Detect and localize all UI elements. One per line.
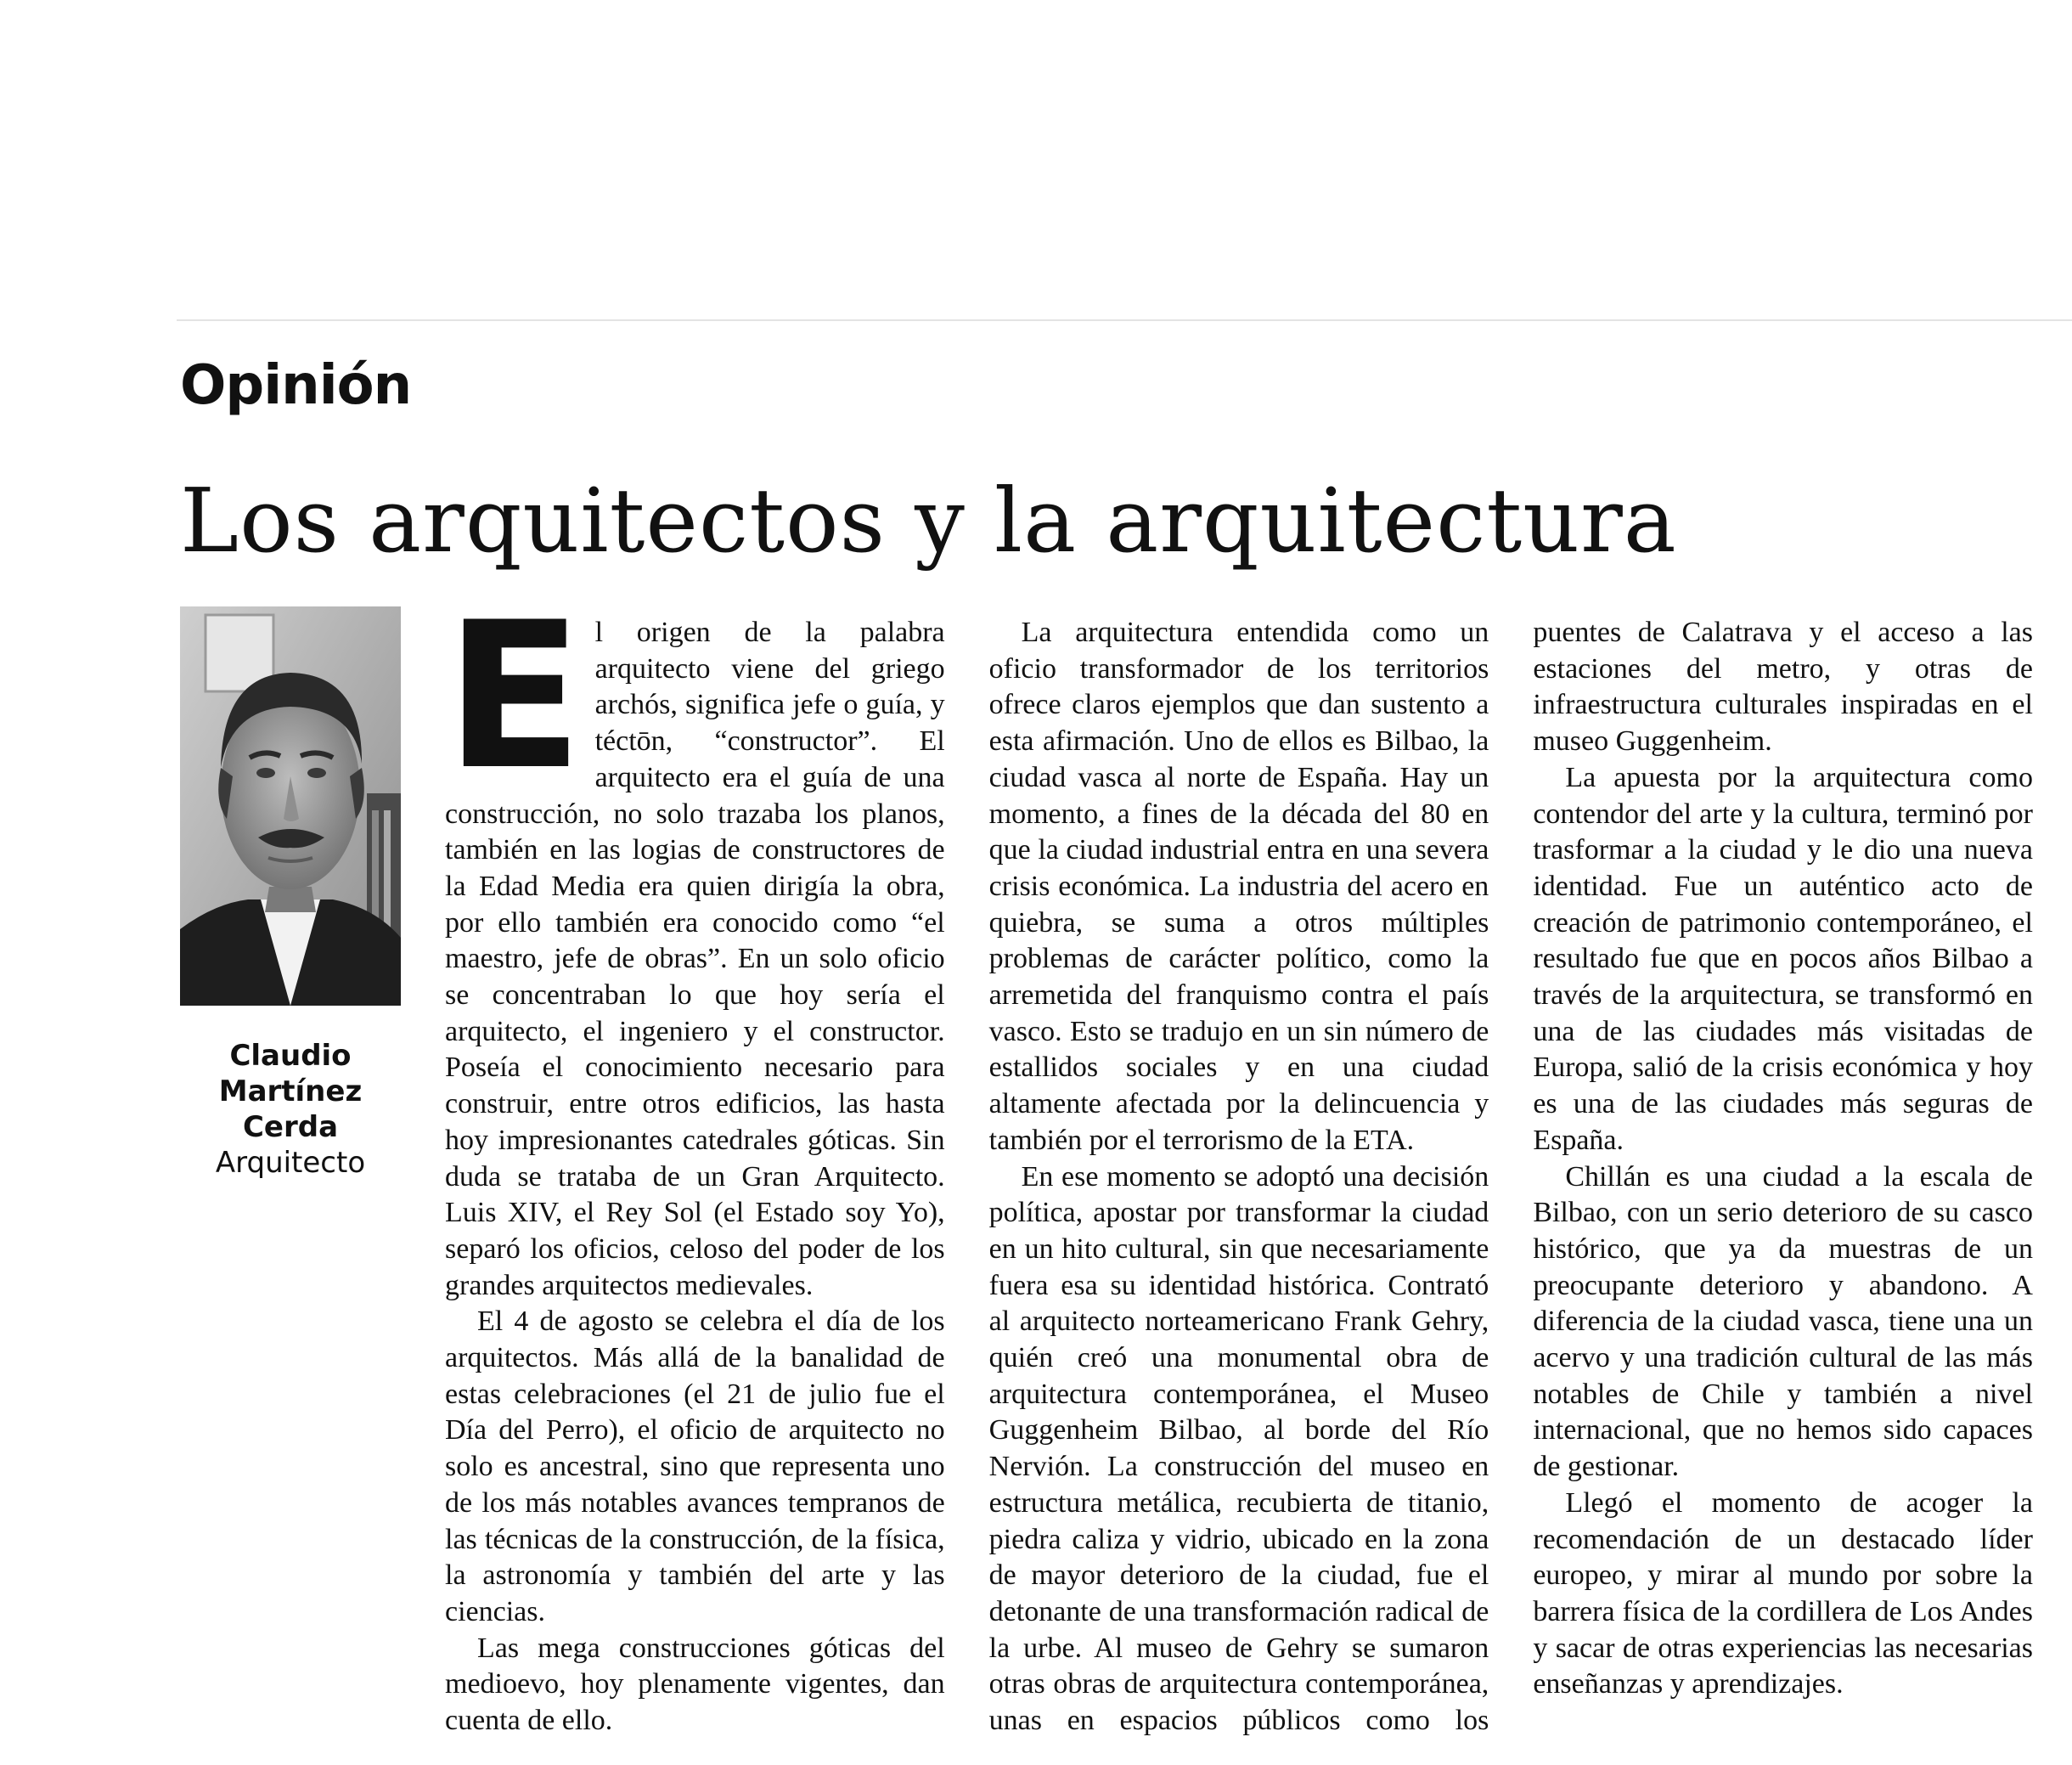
article-paragraph: La arquitectura entendida como un oficio transformador de los territorios ofrece claros ejemplos que dan sustento a esta afirmación. Uno de ellos es Bilbao, la ciudad vasca al norte de España. Hay un momento, a fines de la década del 80 en que la ciudad industrial entra en una severa crisis económica. La industria del acero en quiebra, se suma a otros múltiples problemas de carácter político, como la arremetida del franquismo contra el país vasco. Esto se tradujo en un sin número de estallidos sociales y en una ciudad altamente afectada por la delincuencia y también por el terrorismo de la ETA. (988, 617, 1489, 1156)
author-block (180, 1038, 401, 1181)
author-name-line3: Cerda (242, 1110, 339, 1144)
article-body (445, 579, 2033, 1745)
article-paragraph (445, 579, 945, 1304)
article-paragraph: Las mega construcciones góticas del medioevo, hoy plenamente vigentes, dan cuenta de ello. (445, 1632, 945, 1737)
headline: Los arquitectos y la arquitectura (180, 469, 1677, 572)
author-name-line1: Claudio (229, 1039, 352, 1073)
article-paragraph: Chillán es una ciudad a la escala de Bilbao, con un serio deterioro de su casco histórico, que ya da muestras de un preocupante deterioro y abandono. A diferencia de la ciudad vasca, tiene una un acervo y una tradición cultural de las más notables de Chile y también a nivel internacional, que no hemos sido capaces de gestionar. (1533, 1160, 2033, 1483)
drop-cap: E (445, 579, 583, 815)
section-label: Opinión (180, 354, 412, 417)
article-paragraph: La apuesta por la arquitectura como contendor del arte y la cultura, terminó por trasformar a la ciudad y le dio una nueva identidad. Fue un auténtico acto de creación de patrimonio contemporáneo, el resultado fue que en pocos años Bilbao a través de la arquitectura, se transformó en una de las ciudades más visitadas de Europa, salió de la crisis económica y hoy es una de las ciudades más seguras de España. (1533, 761, 2033, 1156)
author-name-line2: Martínez (218, 1074, 363, 1108)
article-paragraph: En ese momento se adoptó una decisión política, apostar por transformar la ciudad en un hito cultural, sin que necesariamente fuera esa su identidad histórica. Contrató al arquitecto norteamericano Frank Gehry, quién creó una monumental obra de arquitectura contemporánea, el Museo Guggenheim Bilbao, al borde del Río Nervión. La construcción del museo en estructura metálica, recubierta de titanio, piedra caliza y vidrio, ubicado en la zona de mayor deterioro de la ciudad, fue el detonante de una transformación radical de la urbe. Al museo de Gehry se sumaron otras obras de arquitectura contemporánea, unas en espacios públicos como los puentes de Calatrava y el acceso a las estaciones del metro, y otras de infraestructura culturales inspiradas en el museo Guggenheim. (988, 617, 2033, 1737)
top-divider (177, 319, 2072, 321)
article-paragraph-text: l origen de la palabra arquitecto viene del griego archós, significa jefe o guía, y téctōn, “constructor”. El arquitecto era el guía de una construcción, no solo trazaba los planos, también en las logias de constructores de la Edad Media era quien dirigía la obra, por ello también era conocido como “el maestro, jefe de obras”. En un solo oficio se concentraban lo que hoy sería el arquitecto, el ingeniero y el constructor. Poseía el conocimiento necesario para construir, entre otros edificios, las hasta hoy impresionantes catedrales góticas. Sin duda se trataba de un Gran Arquitecto. Luis XIV, el Rey Sol (el Estado soy Yo), separó los oficios, celoso del poder de los grandes arquitectos medievales. (445, 617, 945, 1301)
author-role: Arquitecto (215, 1146, 366, 1180)
author-photo (180, 606, 401, 1006)
article-paragraph: El 4 de agosto se celebra el día de los arquitectos. Más allá de la banalidad de estas celebraciones (el 21 de julio fue el Día del Perro), el oficio de arquitecto no solo es ancestral, sino que representa uno de los más notables avances tempranos de las técnicas de la construcción, de la física, la astronomía y también del arte y las ciencias. (445, 1305, 945, 1627)
article-paragraph: Llegó el momento de acoger la recomendación de un destacado líder europeo, y mirar al mundo por sobre la barrera física de la cordillera de Los Andes y sacar de otras experiencias las necesarias enseñanzas y aprendizajes. (1533, 1486, 2033, 1700)
